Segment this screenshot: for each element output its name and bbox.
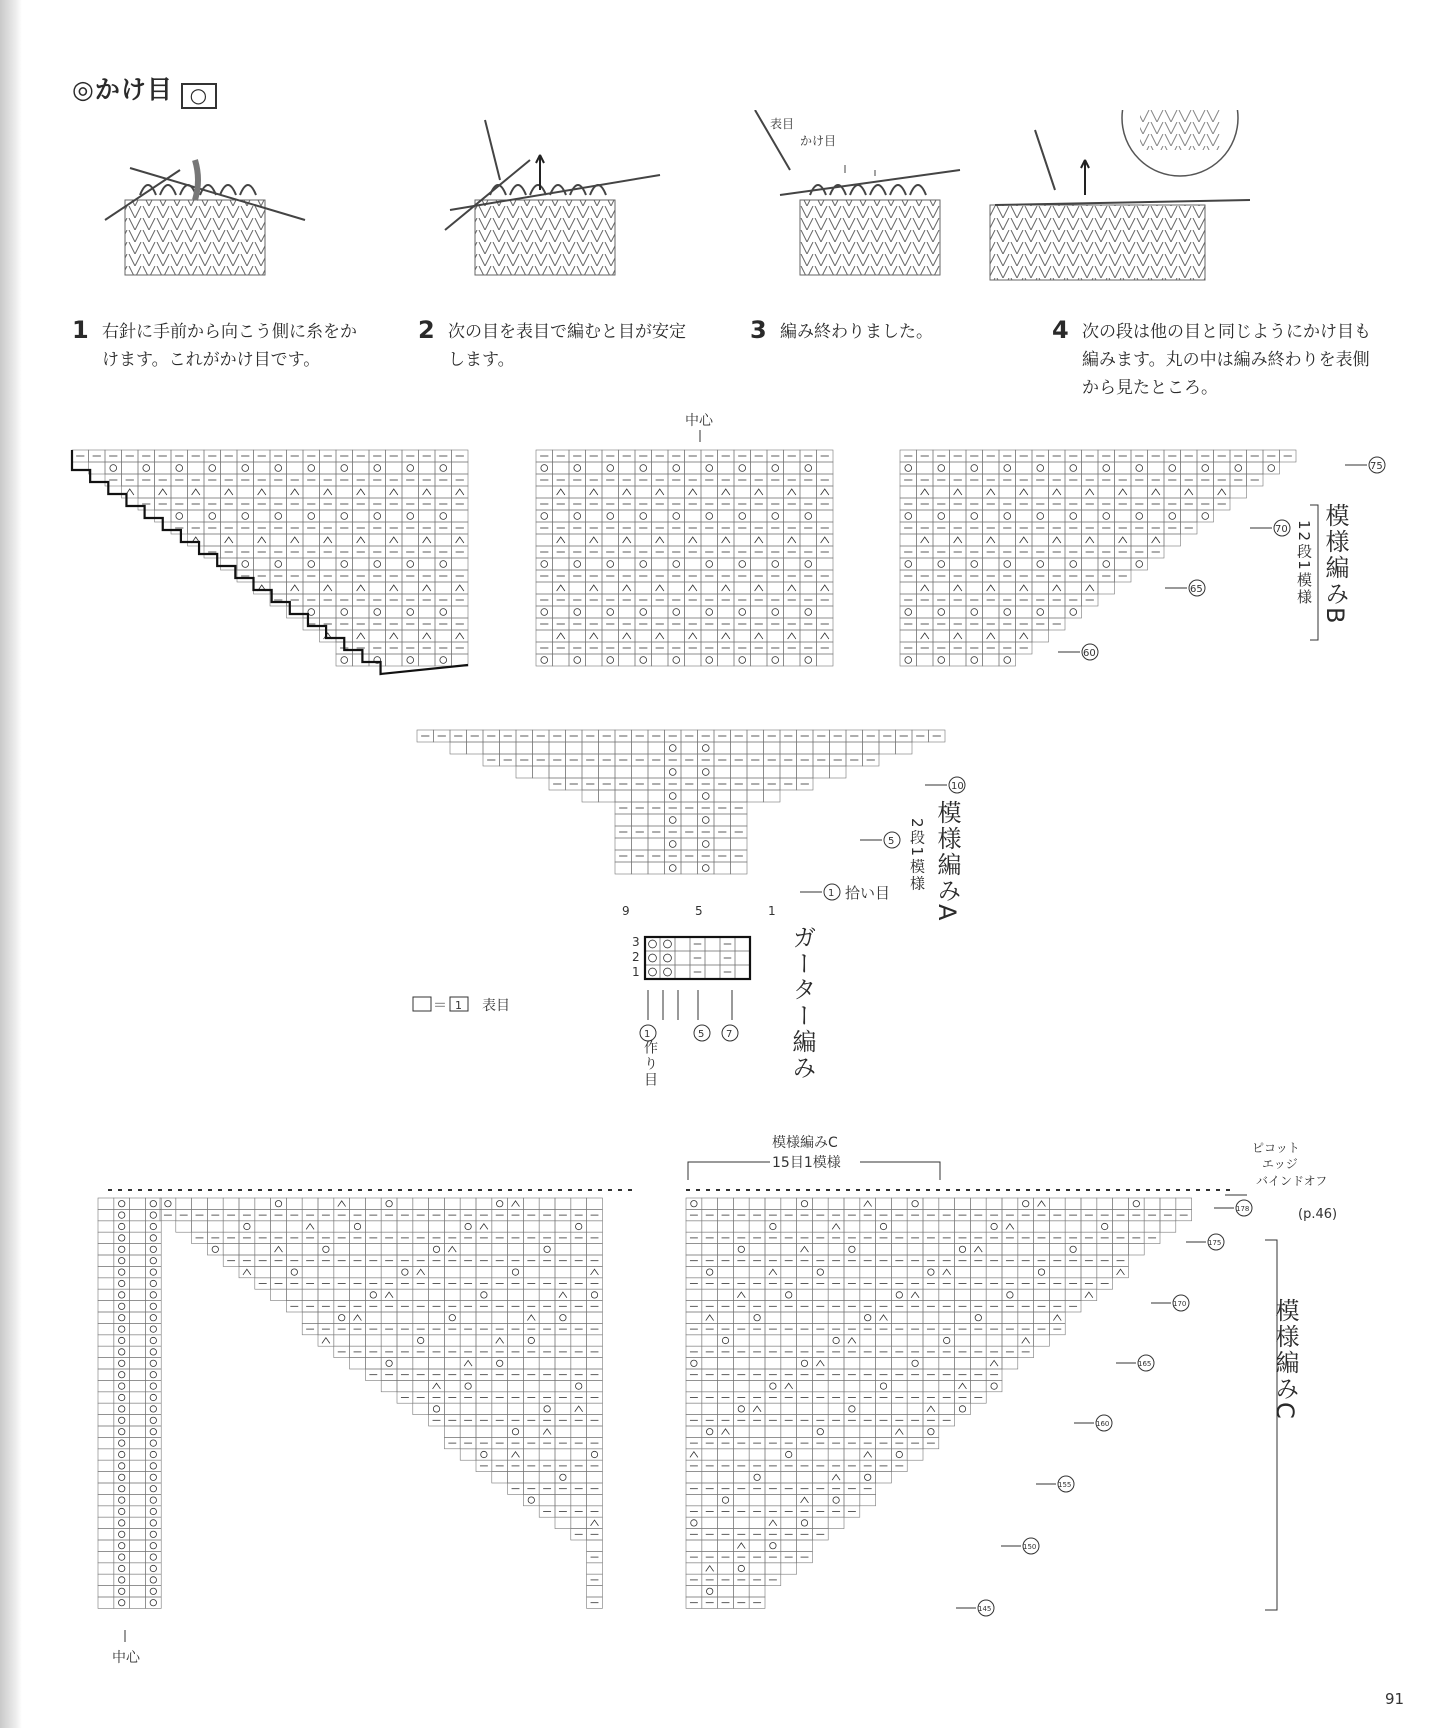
garter-arrows [640, 990, 738, 1041]
svg-text:60: 60 [1083, 648, 1096, 659]
svg-text:5: 5 [698, 1029, 705, 1040]
yarn-over-symbol-box: ○ [181, 83, 217, 109]
row-marker-155 [1036, 1476, 1074, 1492]
repeat-label: 15目1模様 [772, 1155, 841, 1171]
pattern-a-name: 模様編みA [933, 800, 961, 923]
section-title: ◎かけ目 [72, 75, 173, 104]
step-number: 4 [1052, 316, 1069, 344]
row-marker-5 [860, 832, 900, 848]
svg-text:75: 75 [1370, 461, 1383, 472]
step-number: 1 [72, 316, 89, 344]
row-marker-178 [1214, 1200, 1252, 1216]
picot-label-2: エッジ [1262, 1157, 1298, 1171]
step-text: 次の目を表目で編むと目が安定します。 [448, 322, 686, 370]
row-marker-165 [1116, 1355, 1154, 1371]
svg-text:1: 1 [455, 999, 462, 1012]
svg-text:1: 1 [644, 1029, 651, 1040]
svg-text:175: 175 [1208, 1239, 1222, 1247]
picot-label-1: ピコット [1252, 1141, 1300, 1155]
svg-text:5: 5 [888, 836, 895, 847]
svg-text:70: 70 [1275, 524, 1288, 535]
garter-row-3: 3 [632, 935, 640, 949]
pattern-c-name: 模様編みC [1271, 1298, 1299, 1421]
triangle-a [417, 730, 945, 874]
svg-text:160: 160 [1096, 1420, 1110, 1428]
svg-text:7: 7 [726, 1029, 733, 1040]
garter-row-2: 2 [632, 950, 640, 964]
panel-center [536, 450, 833, 666]
step-number: 3 [750, 316, 767, 344]
center-strip [98, 1198, 161, 1608]
row-marker-60 [1058, 644, 1098, 660]
row-marker-150 [1001, 1538, 1039, 1554]
panel-left [72, 450, 468, 666]
svg-text:表目: 表目 [482, 998, 510, 1014]
pattern-c-top-label: 模様編みC [772, 1135, 838, 1151]
svg-text:＝: ＝ [433, 998, 447, 1014]
panel-right [900, 450, 1296, 666]
garter-row-1: 1 [632, 965, 640, 979]
chart-garter [645, 937, 750, 979]
svg-text:170: 170 [1173, 1300, 1187, 1308]
row-marker-70 [1250, 520, 1290, 536]
row-marker-75 [1345, 457, 1385, 473]
bottom-number-5: 5 [695, 904, 703, 918]
svg-text:1: 1 [828, 888, 835, 899]
svg-text:178: 178 [1236, 1205, 1250, 1213]
step-text: 編み終わりました。 [780, 322, 933, 342]
pattern-a-repeat: 2段1模様 [908, 818, 926, 893]
center-label-top: 中心 [685, 413, 713, 429]
row-marker-1 [800, 884, 840, 900]
row-marker-175 [1186, 1234, 1224, 1250]
chart-pattern-b [72, 450, 1296, 674]
svg-text:150: 150 [1023, 1543, 1037, 1551]
row-marker-170 [1151, 1295, 1189, 1311]
garter-name: ガーター編み [788, 925, 816, 1081]
pattern-b-repeat: 12段1模様 [1295, 520, 1313, 606]
chart-pattern-a [417, 730, 945, 874]
bottom-number-9: 9 [622, 904, 630, 918]
svg-text:10: 10 [951, 781, 964, 792]
row-marker-145 [956, 1600, 994, 1616]
step-text: 次の段は他の目と同じようにかけ目も編みます。丸の中は編み終わりを表側から見たところ。 [1082, 322, 1371, 398]
step-text: 右針に手前から向こう側に糸をかけます。これがかけ目です。 [102, 322, 357, 370]
svg-text:65: 65 [1190, 584, 1203, 595]
svg-text:155: 155 [1058, 1481, 1072, 1489]
row-marker-65 [1165, 580, 1205, 596]
svg-text:165: 165 [1138, 1360, 1152, 1368]
center-label-bottom: 中心 [112, 1650, 140, 1666]
page-number: 91 [1385, 1690, 1405, 1708]
row-marker-10 [925, 777, 965, 793]
chart-pattern-c [98, 1190, 1236, 1608]
cast-on-label: 作り目 [642, 1040, 658, 1088]
knit-label: 表目 [770, 117, 795, 131]
bottom-row-markers [956, 1200, 1252, 1616]
right-block [686, 1198, 1192, 1608]
svg-text:145: 145 [978, 1605, 992, 1613]
pattern-b-name: 模様編みB [1321, 503, 1349, 626]
row-marker-160 [1074, 1415, 1112, 1431]
left-block [160, 1198, 602, 1608]
picot-label-3: バインドオフ [1256, 1174, 1328, 1188]
legend [413, 997, 510, 1014]
step-number: 2 [418, 316, 435, 344]
pickup-label: 拾い目 [845, 884, 891, 902]
bottom-number-1: 1 [768, 904, 776, 918]
yarn-over-label: かけ目 [800, 134, 837, 148]
garter-grid [645, 937, 750, 979]
picot-page: (p.46) [1298, 1207, 1338, 1222]
